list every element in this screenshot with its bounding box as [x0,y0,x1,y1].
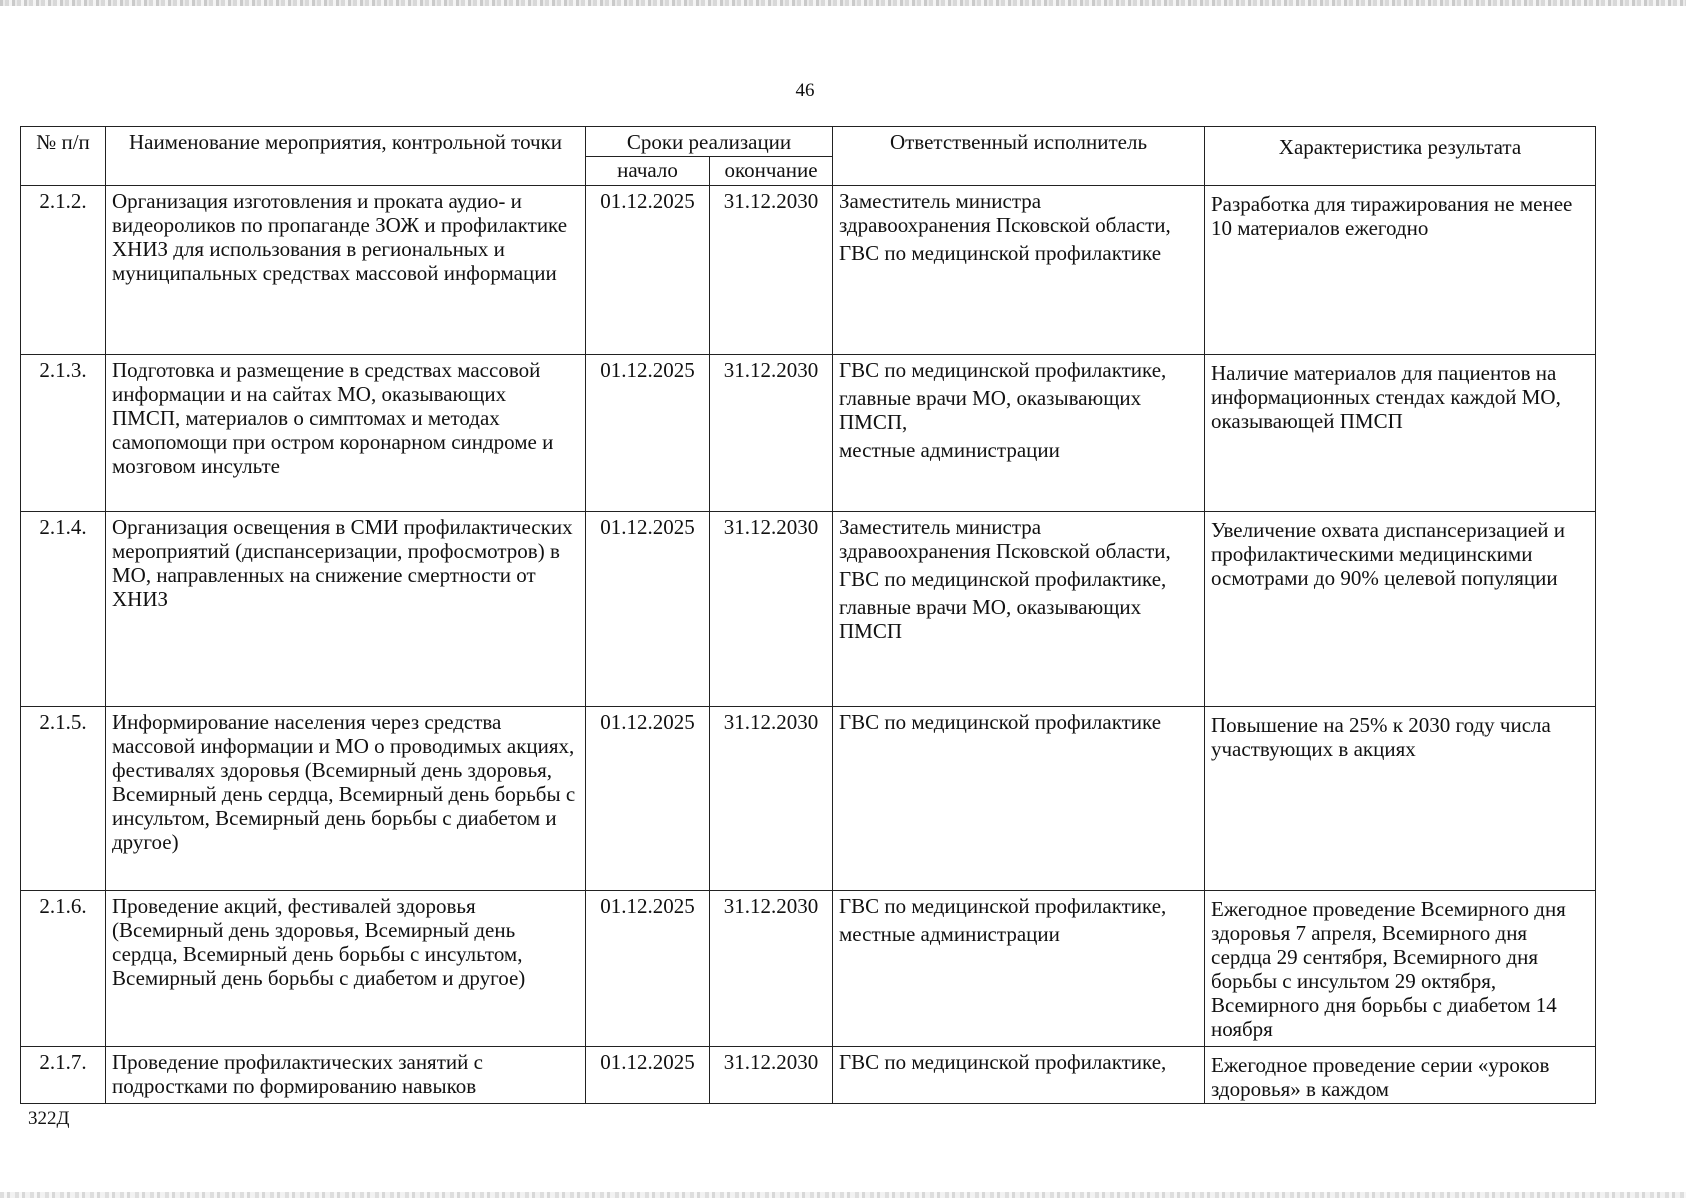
row-name: Подготовка и размещение в средствах массовой информации и на сайтах МО, оказывающих ПМСП, материалов о симптомах и методах самопомощи при остром коронарном синдроме и мозговом инсульте [106,355,586,512]
page-number: 46 [795,80,815,101]
row-name: Организация освещения в СМИ профилактических мероприятий (диспансеризации, профосмотров) в МО, направленных на снижение смертности от ХНИЗ [106,512,586,707]
executor-line: ГВС по медицинской профилактике [839,710,1162,734]
row-num: 2.1.5. [21,707,106,891]
scan-edge-top [0,0,1686,6]
row-result: Ежегодное проведение серии «уроков здоровья» в каждом [1205,1047,1596,1104]
measures-table [20,126,1596,1104]
executor-line: местные администрации [839,438,1060,462]
executor-line: местные администрации [839,922,1060,946]
row-num: 2.1.6. [21,891,106,1047]
executor-line: ГВС по медицинской профилактике, [839,894,1167,918]
row-name: Информирование населения через средства массовой информации и МО о проводимых акциях, фестивалях здоровья (Всемирный день здоровья, Всемирный день сердца, Всемирный день борьбы с инсультом, Всемирный день борьбы с диабетом и другое) [106,707,586,891]
row-num: 2.1.7. [21,1047,106,1104]
header-period: Сроки реализации [586,127,833,157]
header-executor: Ответственный исполнитель [833,127,1205,186]
executor-line: главные врачи МО, оказывающих ПМСП, [839,386,1142,434]
table-row [21,355,1596,512]
document-code: 322Д [28,1108,70,1129]
table-row [21,891,1596,1047]
row-end: 31.12.2030 [710,891,833,1047]
row-result: Увеличение охвата диспансеризацией и профилактическими медицинскими осмотрами до 90% целевой популяции [1205,512,1596,707]
row-start: 01.12.2025 [586,355,710,512]
header-num: № п/п [21,127,106,186]
row-end: 31.12.2030 [710,355,833,512]
row-start: 01.12.2025 [586,891,710,1047]
row-name: Проведение акций, фестивалей здоровья (Всемирный день здоровья, Всемирный день сердца, Всемирный день борьбы с инсультом, Всемирный день борьбы с диабетом и другое) [106,891,586,1047]
executor-line: Заместитель министра здравоохранения Псковской области, [839,189,1171,237]
header-row [21,127,1596,157]
row-executor [833,186,1205,355]
row-end: 31.12.2030 [710,707,833,891]
executor-line: ГВС по медицинской профилактике, [839,1050,1167,1074]
row-executor [833,355,1205,512]
header-end: окончание [710,157,833,186]
row-name: Организация изготовления и проката аудио- и видеороликов по пропаганде ЗОЖ и профилактике ХНИЗ для использования в региональных и муниципальных средствах массовой информации [106,186,586,355]
row-executor [833,1047,1205,1104]
row-end: 31.12.2030 [710,186,833,355]
header-name: Наименование мероприятия, контрольной точки [106,127,586,186]
table-row [21,186,1596,355]
row-name: Проведение профилактических занятий с подростками по формированию навыков [106,1047,586,1104]
table-row [21,512,1596,707]
row-executor [833,512,1205,707]
row-result: Ежегодное проведение Всемирного дня здоровья 7 апреля, Всемирного дня сердца 29 сентября, Всемирного дня борьбы с инсультом 29 октября, Всемирного дня борьбы с диабетом 14 ноября [1205,891,1596,1047]
executor-line: главные врачи МО, оказывающих ПМСП [839,595,1142,643]
executor-line: ГВС по медицинской профилактике, [839,567,1167,591]
row-end: 31.12.2030 [710,1047,833,1104]
row-result: Повышение на 25% к 2030 году числа участвующих в акциях [1205,707,1596,891]
row-start: 01.12.2025 [586,186,710,355]
row-start: 01.12.2025 [586,512,710,707]
row-result: Наличие материалов для пациентов на информационных стендах каждой МО, оказывающей ПМСП [1205,355,1596,512]
row-executor [833,707,1205,891]
executor-line: ГВС по медицинской профилактике, [839,358,1167,382]
scan-edge-bottom [0,1192,1686,1198]
table-row [21,1047,1596,1104]
row-executor [833,891,1205,1047]
executor-line: Заместитель министра здравоохранения Псковской области, [839,515,1171,563]
executor-line: ГВС по медицинской профилактике [839,241,1162,265]
row-start: 01.12.2025 [586,707,710,891]
row-num: 2.1.3. [21,355,106,512]
row-num: 2.1.4. [21,512,106,707]
header-start: начало [586,157,710,186]
table-row [21,707,1596,891]
header-result: Характеристика результата [1205,127,1596,186]
row-num: 2.1.2. [21,186,106,355]
row-start: 01.12.2025 [586,1047,710,1104]
row-end: 31.12.2030 [710,512,833,707]
row-result: Разработка для тиражирования не менее 10 материалов ежегодно [1205,186,1596,355]
